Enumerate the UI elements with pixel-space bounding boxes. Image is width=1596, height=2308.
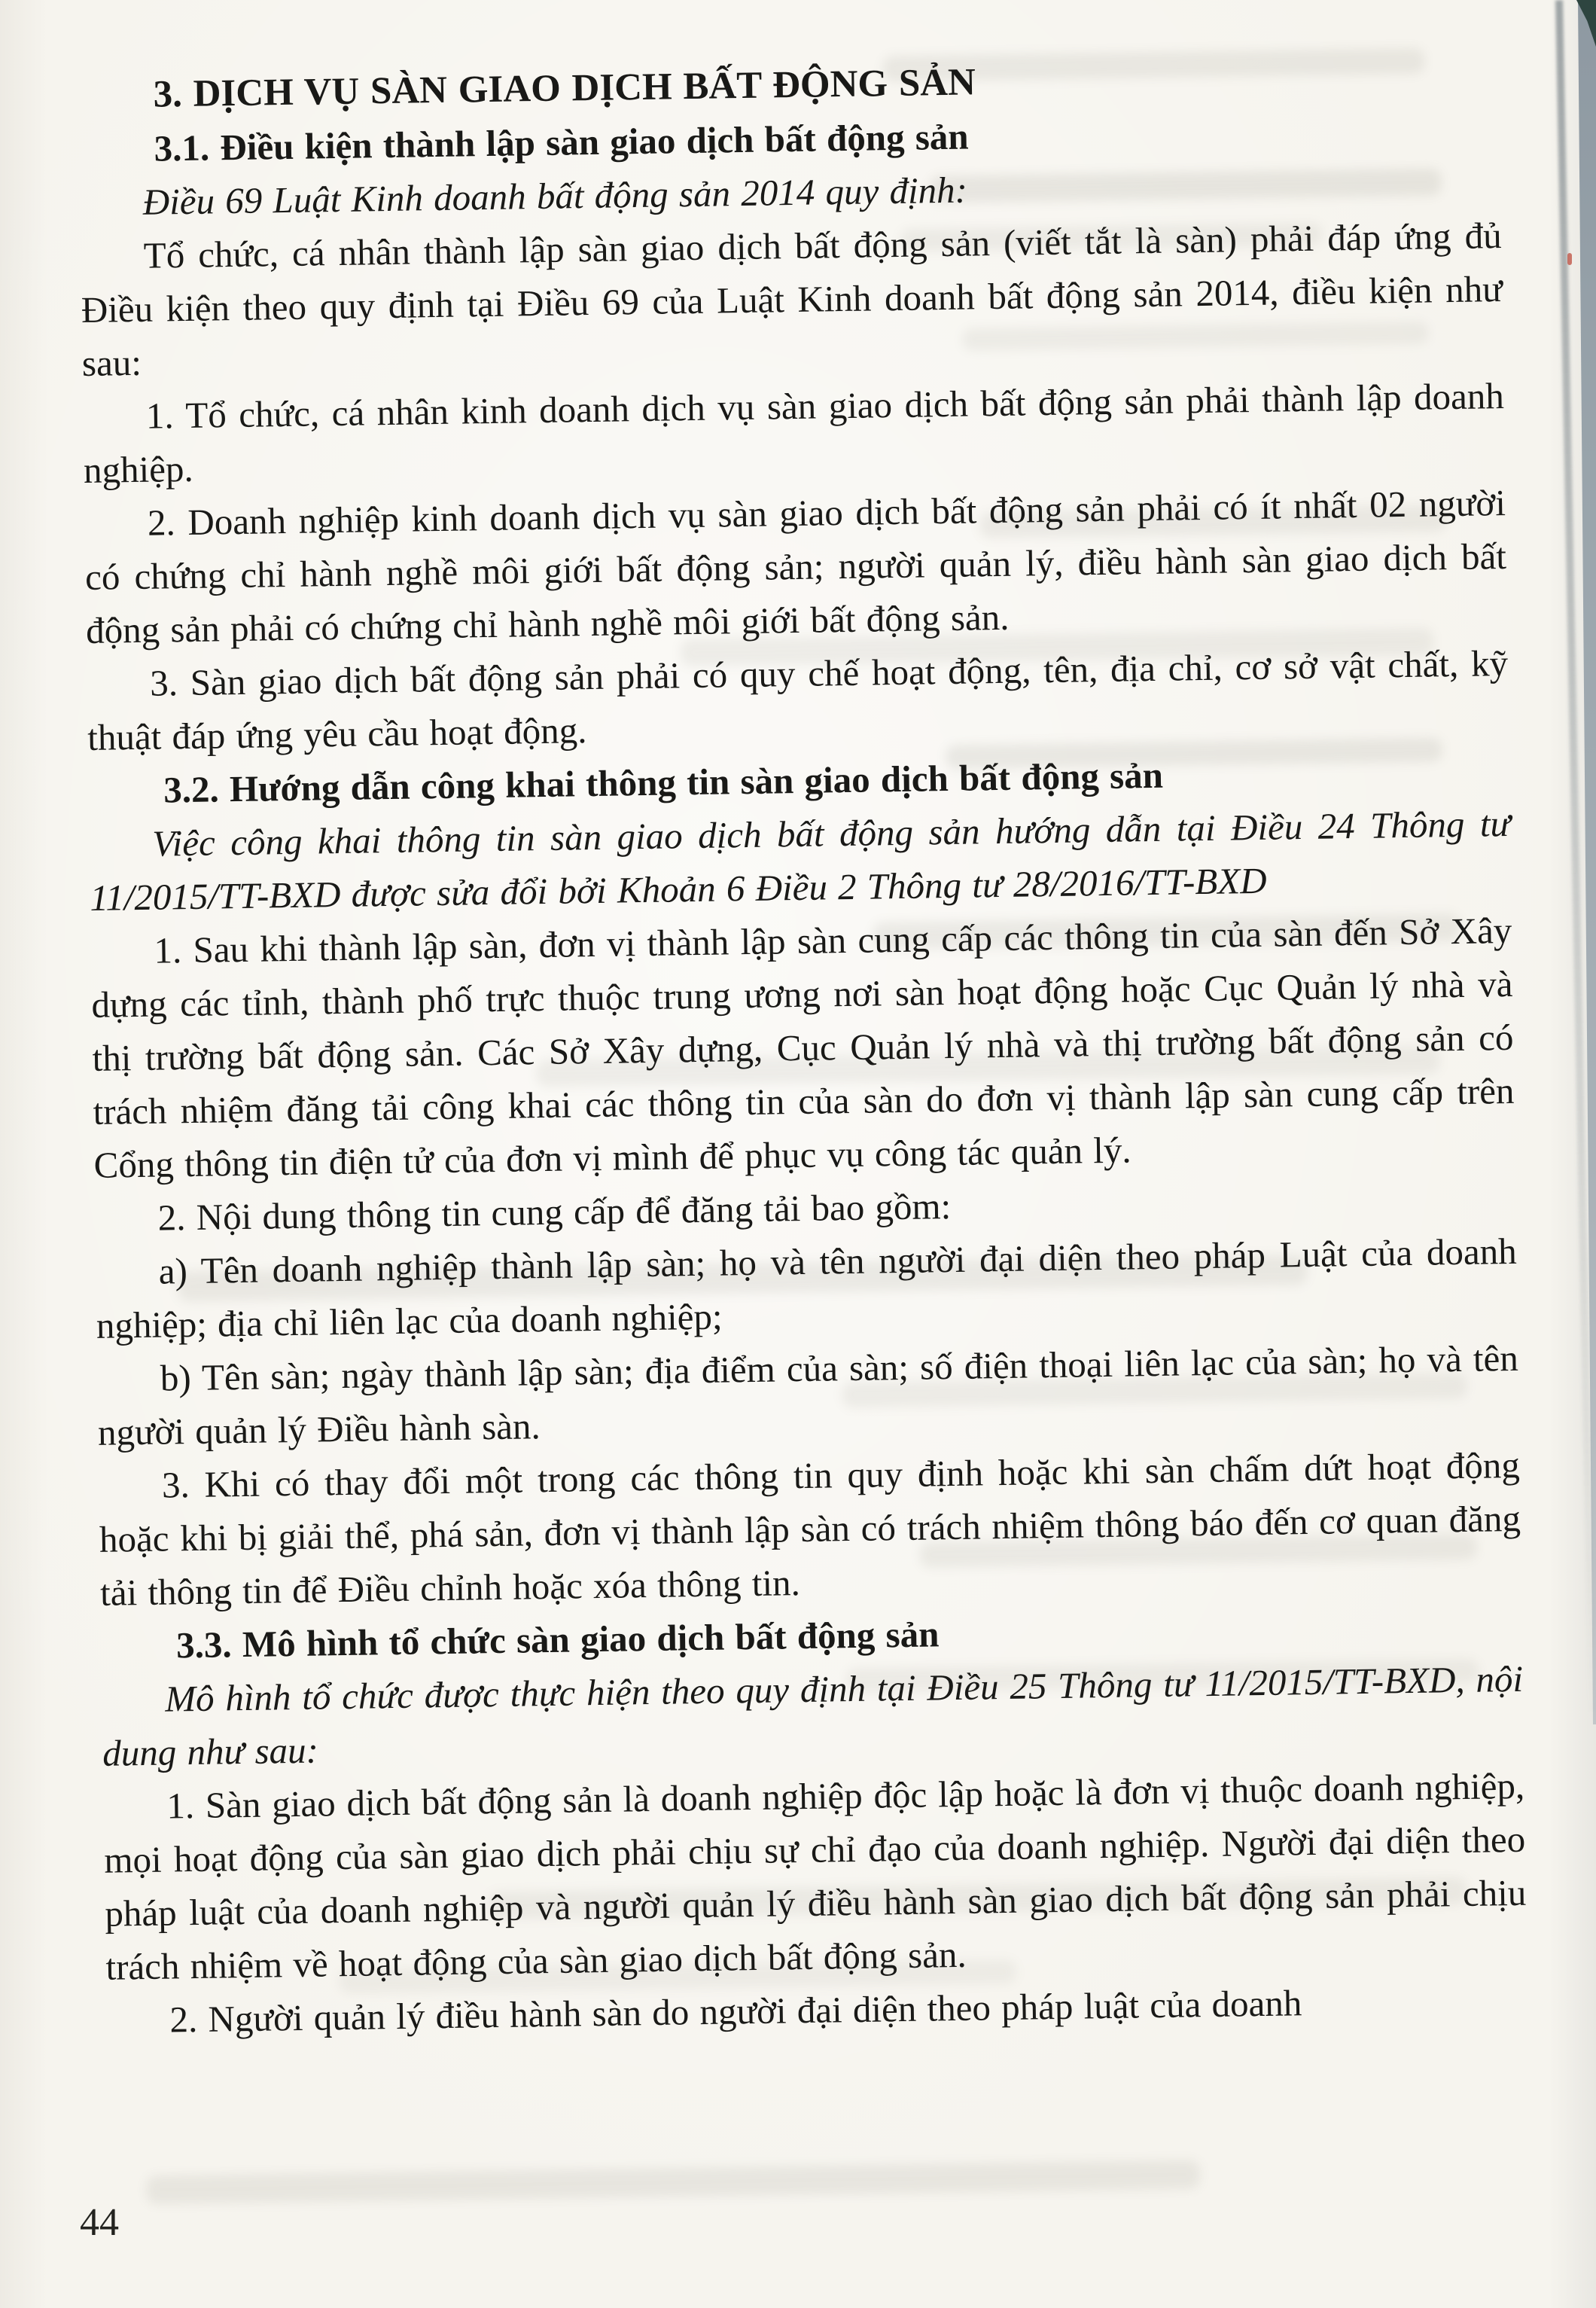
paragraph: b) Tên sàn; ngày thành lập sàn; địa điểm của sàn; số điện thoại liên lạc của sàn; họ và tên người quản lý Điều hành sàn. [97,1337,1519,1453]
subsection-heading-3-3: 3.3. Mô hình tổ chức sàn giao dịch bất động sản [175,1613,940,1666]
legal-citation: Việc công khai thông tin sàn giao dịch bất động sản hướng dẫn tại Điều 24 Thông tư 11/2015/TT-BXD được sửa đổi bởi Khoản 6 Điều 2 Thông tư 28/2016/TT-BXD [90,802,1511,919]
paragraph: 2. Doanh nghiệp kinh doanh dịch vụ sàn giao dịch bất động sản phải có ít nhất 02 người có chứng chỉ hành nghề môi giới bất động sản; người quản lý, điều hành sàn giao dịch bất động sản phải có chứng chỉ hành nghề môi giới bất động sản. [84,481,1507,651]
paragraph: 2. Nội dung thông tin cung cấp để đăng tải bao gồm: [157,1185,952,1239]
paragraph: 1. Sàn giao dịch bất động sản là doanh nghiệp độc lập hoặc là đơn vị thuộc doanh nghiệp, mọi hoạt động của sàn giao dịch phải chịu sự chỉ đạo của doanh nghiệp. Người đại diện theo pháp luật của doanh nghiệp và người quản lý điều hành sàn giao dịch bất động sản phải chịu trách nhiệm về hoạt động của sàn giao dịch bất động sản. [103,1764,1527,1988]
page-number: 44 [80,2201,119,2244]
paragraph: a) Tên doanh nghiệp thành lập sàn; họ và tên người đại diện theo pháp Luật của doanh nghiệp; địa chỉ liên lạc của doanh nghiệp; [96,1230,1517,1346]
paragraph: Tổ chức, cá nhân thành lập sàn giao dịch bất động sản (viết tắt là sàn) phải đáp ứng đủ Điều kiện theo quy định tại Điều 69 của Luật Kinh doanh bất động sản 2014, điều kiện như sau: [81,215,1503,385]
document-content [78,48,1528,2047]
subsection-heading-3-2: 3.2. Hướng dẫn công khai thông tin sàn giao dịch bất động sản [163,754,1164,811]
scan-artifact-speck [1567,253,1572,265]
section-heading: 3. DỊCH VỤ SÀN GIAO DỊCH BẤT ĐỘNG SẢN [153,61,976,116]
paragraph: 3. Khi có thay đổi một trong các thông tin quy định hoặc khi sàn chấm dứt hoạt động hoặc khi bị giải thể, phá sản, đơn vị thành lập sàn có trách nhiệm thông báo đến cơ quan đăng tải thông tin để Điều chỉnh hoặc xóa thông tin. [99,1444,1521,1614]
paragraph: 1. Tổ chức, cá nhân kinh doanh dịch vụ sàn giao dịch bất động sản phải thành lập doanh nghiệp. [83,375,1505,492]
legal-citation: Mô hình tổ chức được thực hiện theo quy định tại Điều 25 Thông tư 11/2015/TT-BXD, nội dung như sau: [102,1657,1524,1774]
legal-citation: Điều 69 Luật Kinh doanh bất động sản 2014 quy định: [142,169,968,223]
subsection-heading-3-1: 3.1. Điều kiện thành lập sàn giao dịch bất động sản [154,115,969,169]
paragraph: 1. Sau khi thành lập sàn, đơn vị thành lập sàn cung cấp các thông tin của sàn đến Sở Xây dựng các tỉnh, thành phố trực thuộc trung ương nơi sàn hoạt động hoặc Cục Quản lý nhà và thị trường bất động sản. Các Sở Xây dựng, Cục Quản lý nhà và thị trường bất động sản có trách nhiệm đăng tải công khai các thông tin của sàn do đơn vị thành lập sàn cung cấp trên Cổng thông tin điện tử của đơn vị mình để phục vụ công tác quản lý. [91,909,1515,1186]
paragraph: 2. Người quản lý điều hành sàn do người đại diện theo pháp luật của doanh [169,1982,1302,2041]
bleed-through-smudge [146,2160,1200,2205]
paragraph: 3. Sàn giao dịch bất động sản phải có quy chế hoạt động, tên, địa chỉ, cơ sở vật chất, kỹ thuật đáp ứng yêu cầu hoạt động. [87,642,1509,758]
